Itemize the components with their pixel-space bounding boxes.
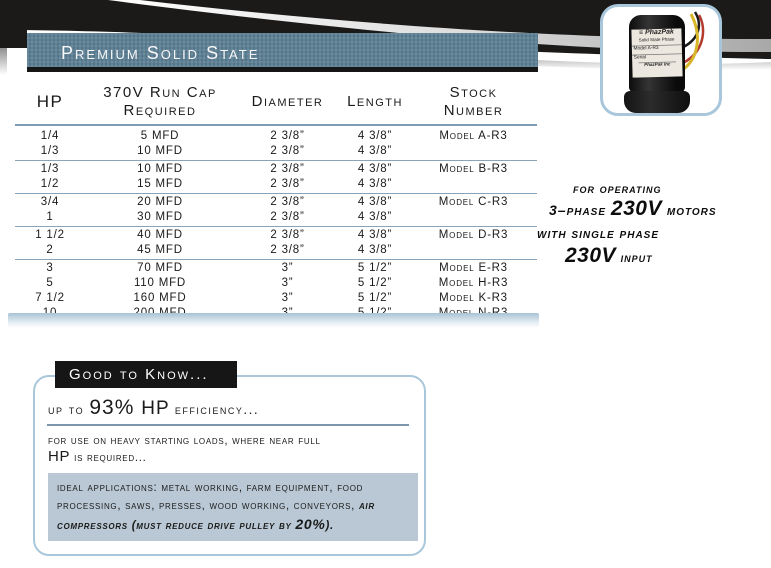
capacitor-label [631, 28, 682, 77]
cell-diameter: 3” [281, 292, 294, 304]
efficiency-line: up to 93% HP efficiency... [48, 396, 260, 419]
good-to-know-title: Good to Know... [69, 366, 209, 383]
capacitor-maker: PhazPak Inc [638, 62, 676, 69]
promo-text [537, 181, 771, 271]
cell-hp: 1/4 [40, 130, 60, 142]
starting-loads-paragraph: for use on heavy starting loads, where near full HP is required... [48, 435, 321, 465]
cell-stock [410, 210, 537, 225]
capacitor-brand: ≡ PhazPak [638, 28, 674, 37]
table-row [15, 195, 537, 210]
ideal-applications-block: ideal applications: metal working, farm equipment, food processing, saws, presses, wood working, conveyors, air compressors (must reduce drive pulley by 20%). [48, 473, 418, 541]
good-to-know-panel [33, 375, 426, 556]
cell-cap: 15 MFD [137, 178, 183, 190]
cell-length: 5 1/2” [357, 277, 393, 289]
cell-hp: 1/2 [40, 178, 60, 190]
cell-length: 4 3/8” [357, 178, 393, 190]
cell-diameter: 2 3/8” [270, 130, 305, 142]
cell-stock: Model E-R3 [439, 262, 508, 274]
cell-hp: 2 [46, 244, 54, 256]
table-row [15, 228, 537, 243]
cell-hp: 1/3 [40, 163, 60, 175]
cell-hp: 3 [46, 262, 54, 274]
cell-diameter: 2 3/8” [270, 145, 305, 157]
promo-line-2: 3–phase 230V motors [549, 197, 717, 220]
cell-hp: 1 [46, 211, 54, 223]
table-row [15, 162, 537, 177]
header-hp: HP [36, 92, 64, 111]
cell-diameter: 3” [281, 277, 294, 289]
capacitor-serial: Serial [632, 53, 683, 61]
cell-diameter: 2 3/8” [270, 178, 305, 190]
cell-length: 4 3/8” [357, 130, 393, 142]
cell-hp: 5 [46, 277, 54, 289]
cell-hp: 1 1/2 [35, 229, 65, 241]
header-run-cap: 370V Run Cap Required [103, 84, 217, 119]
black-tab [0, 30, 27, 48]
cell-length: 4 3/8” [357, 163, 393, 175]
capacitor-label-line: Solid State Phase [638, 37, 675, 43]
cell-stock: Model D-R3 [438, 229, 509, 241]
cell-length: 4 3/8” [357, 211, 393, 223]
table-body [15, 126, 537, 321]
cell-length: 5 1/2” [357, 292, 393, 304]
spec-table [15, 78, 537, 321]
cell-length: 4 3/8” [357, 244, 393, 256]
cell-length: 5 1/2” [357, 262, 393, 274]
cell-length: 4 3/8” [357, 145, 393, 157]
cell-hp: 1/3 [40, 145, 60, 157]
cell-cap: 10 MFD [137, 163, 183, 175]
group-separator [15, 160, 537, 161]
product-photo-frame [600, 4, 722, 116]
promo-line-1: for operating [573, 181, 662, 196]
cell-cap: 160 MFD [133, 292, 187, 304]
left-shadow-strip [0, 48, 7, 75]
group-separator [15, 259, 537, 260]
cell-cap: 10 MFD [137, 145, 183, 157]
table-row [15, 144, 537, 159]
table-row [15, 243, 537, 258]
group-separator [15, 193, 537, 194]
cell-length: 4 3/8” [357, 229, 393, 241]
cell-stock: Model K-R3 [439, 292, 508, 304]
title-underbar [27, 67, 538, 72]
cell-length: 4 3/8” [357, 196, 393, 208]
cell-stock: Model A-R3 [439, 130, 508, 142]
cell-diameter: 2 3/8” [270, 163, 305, 175]
promo-line-3: with single phase [537, 225, 660, 241]
efficiency-rule [47, 424, 409, 426]
page-title: Premium Solid State [61, 43, 260, 63]
capacitor-model: Model A-R3 [632, 45, 683, 53]
cell-diameter: 2 3/8” [270, 196, 305, 208]
cell-stock: Model B-R3 [439, 163, 508, 175]
capacitor-sleeve [624, 91, 690, 113]
table-row [15, 210, 537, 225]
promo-line-4: 230V input [565, 244, 653, 267]
header-stock-number: Stock Number [443, 84, 504, 119]
cell-stock: Model C-R3 [438, 196, 509, 208]
cell-hp: 3/4 [40, 196, 60, 208]
header-diameter: Diameter [251, 93, 324, 110]
table-row [15, 177, 537, 192]
cell-cap: 5 MFD [140, 130, 180, 142]
table-row [15, 276, 537, 291]
cell-stock [410, 144, 537, 159]
header-length: Length [347, 93, 403, 110]
cell-cap: 40 MFD [137, 229, 183, 241]
table-row [15, 261, 537, 276]
cell-diameter: 3” [281, 262, 294, 274]
cell-cap: 110 MFD [133, 277, 187, 289]
cell-hp: 7 1/2 [35, 292, 65, 304]
table-row [15, 291, 537, 306]
cell-diameter: 2 3/8” [270, 244, 305, 256]
cell-stock: Model H-R3 [438, 277, 509, 289]
cell-diameter: 2 3/8” [270, 211, 305, 223]
section-title-bar [27, 33, 538, 67]
good-to-know-label [55, 361, 237, 388]
table-bottom-bar [8, 313, 539, 328]
table-row [15, 129, 537, 144]
cell-cap: 70 MFD [137, 262, 183, 274]
cell-diameter: 2 3/8” [270, 229, 305, 241]
cell-cap: 30 MFD [137, 211, 183, 223]
cell-stock [410, 243, 537, 258]
table-header-row [15, 78, 537, 126]
cell-cap: 20 MFD [137, 196, 183, 208]
cell-cap: 45 MFD [137, 244, 183, 256]
cell-stock [410, 177, 537, 192]
group-separator [15, 226, 537, 227]
